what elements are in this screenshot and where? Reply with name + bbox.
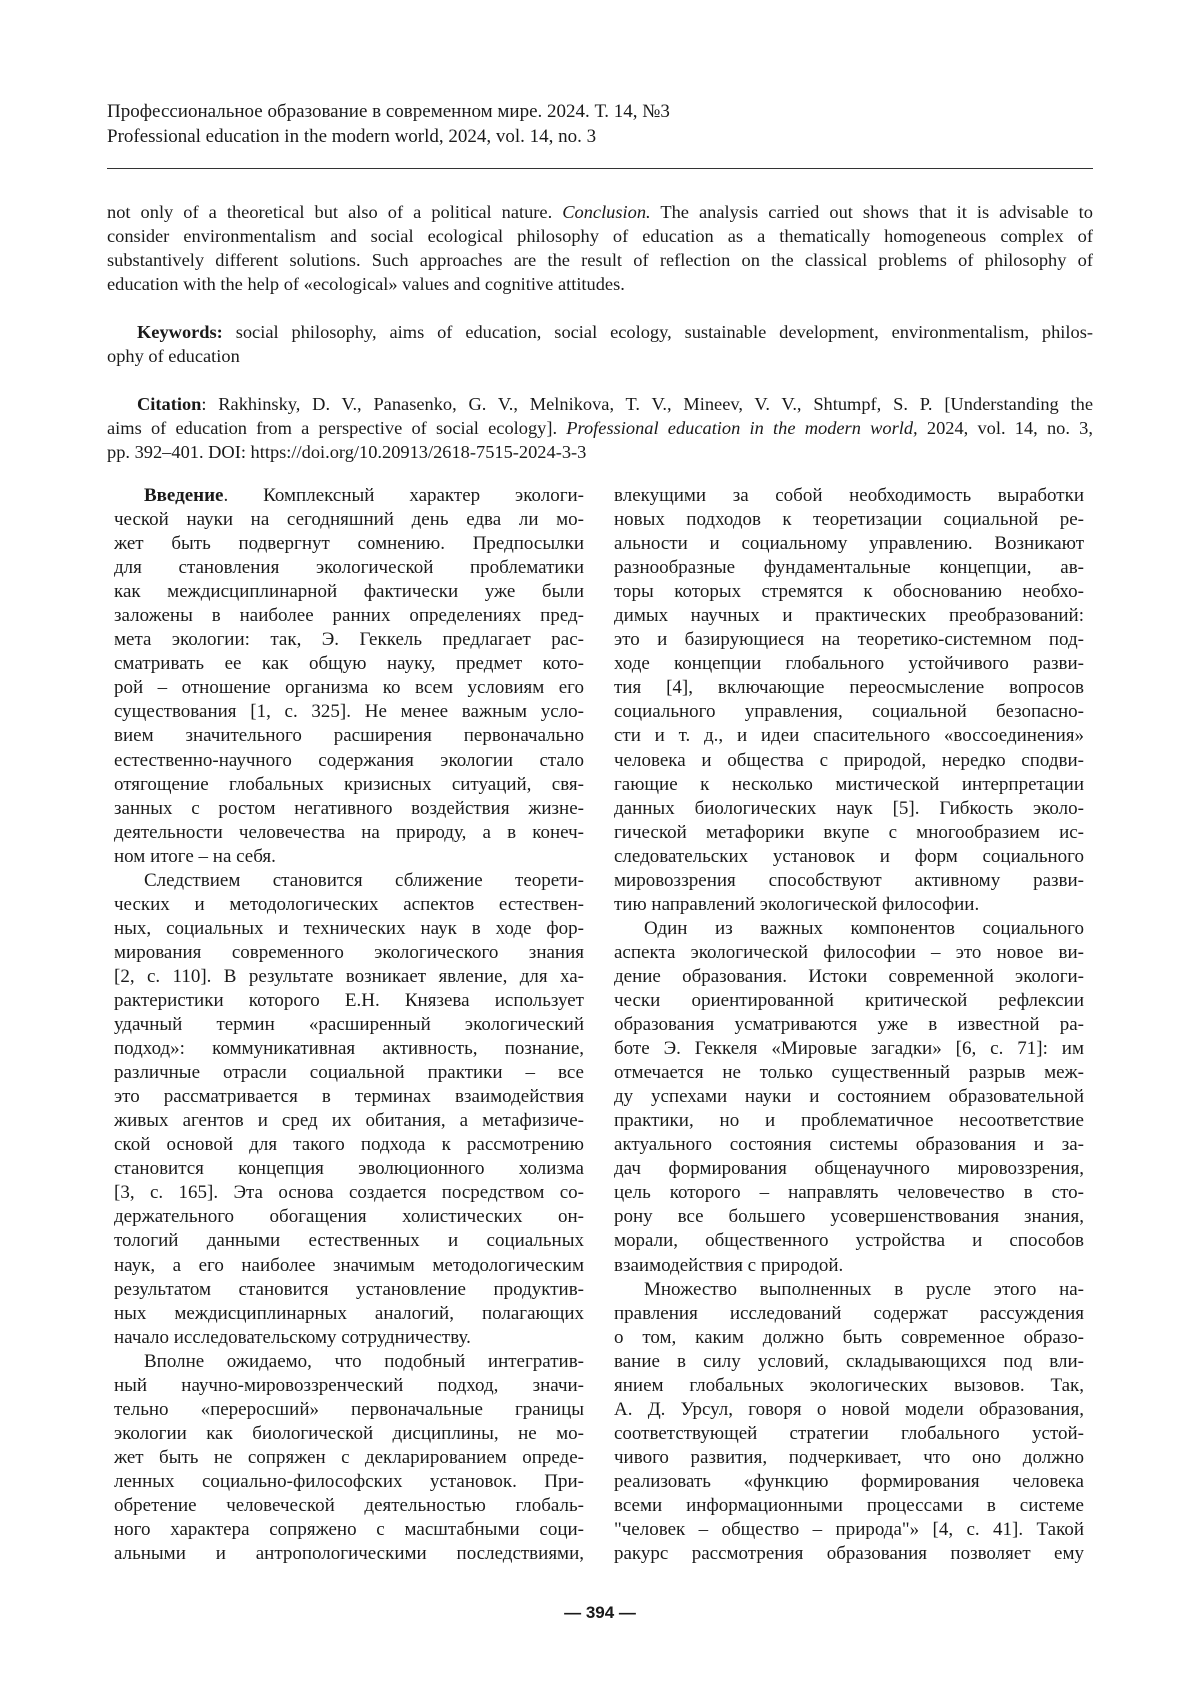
text-line: новых подходов к теоретизации социальной ре- <box>614 508 1084 532</box>
abstract-end <box>107 200 1093 296</box>
text-line: различные отрасли социальной практики – все <box>114 1061 584 1085</box>
paragraph <box>114 869 584 1350</box>
text-line: А. Д. Урсул, говоря о новой модели образования, <box>614 1398 1084 1422</box>
page-number: — 394 — <box>0 1603 1200 1623</box>
text-line: обретение человеческой деятельностью глобаль- <box>114 1494 584 1518</box>
text-line: рактеристики которого Е.Н. Князева использует <box>114 989 584 1013</box>
text-line: дение образования. Истоки современной экологи- <box>614 965 1084 989</box>
text-line: вием значительного расширения первоначально <box>114 724 584 748</box>
paragraph <box>114 484 584 869</box>
abstract-line <box>107 200 1093 224</box>
text-line: влекущими за собой необходимость выработки <box>614 484 1084 508</box>
text-line: янием глобальных экологических вызовов. Так, <box>614 1374 1084 1398</box>
text-line: тологий данными естественных и социальных <box>114 1229 584 1253</box>
text-line: ного характера сопряжено с масштабными соци- <box>114 1518 584 1542</box>
text-line: ду успехами науки и состоянием образовательной <box>614 1085 1084 1109</box>
conclusion-label: Conclusion. <box>562 202 650 222</box>
text: social philosophy, aims of education, social ecology, sustainable development, environmentalism, philos- <box>223 322 1093 342</box>
text-line: живых агентов и сред их обитания, а метафизиче- <box>114 1109 584 1133</box>
text-line: чески ориентированной критической рефлексии <box>614 989 1084 1013</box>
text-line: Вполне ожидаемо, что подобный интегратив- <box>114 1350 584 1374</box>
text-line: всеми информационными процессами в системе <box>614 1494 1084 1518</box>
text-line: удачный термин «расширенный экологический <box>114 1013 584 1037</box>
text-line: [3, с. 165]. Эта основа создается посредством со- <box>114 1181 584 1205</box>
text-line: жет быть подвергнут сомнению. Предпосылки <box>114 532 584 556</box>
abstract-line: substantively different solutions. Such approaches are the result of reflection on the classical problems of philosophy of <box>107 248 1093 272</box>
text-line: рону все большего усовершенствования знания, <box>614 1205 1084 1229</box>
text-line: боте Э. Геккеля «Мировые загадки» [6, с. 71]: им <box>614 1037 1084 1061</box>
text-line: соответствующей стратегии глобального устой- <box>614 1422 1084 1446</box>
text-line: естественно-научного содержания экологии стало <box>114 749 584 773</box>
text-line: ных, социальных и технических наук в ходе фор- <box>114 917 584 941</box>
text-line: человека и общества с природой, нередко сподви- <box>614 749 1084 773</box>
text-line: отягощение глобальных кризисных ситуаций, свя- <box>114 773 584 797</box>
text: . Комплексный характер экологи- <box>224 485 585 506</box>
citation-line <box>107 392 1093 416</box>
citation-doi[interactable]: pp. 392–401. DOI: https://doi.org/10.20913/2618-7515-2024-3-3 <box>107 440 1093 464</box>
text-line: взаимодействия с природой. <box>614 1254 1084 1278</box>
text-line: правления исследований содержат рассуждения <box>614 1302 1084 1326</box>
text-line: аспекта экологической философии – это новое ви- <box>614 941 1084 965</box>
text-line: сти и т. д., и идеи спасительного «воссоединения» <box>614 724 1084 748</box>
text-line: держательного обогащения холистических он- <box>114 1205 584 1229</box>
text-line: ской основой для такого подхода к рассмотрению <box>114 1133 584 1157</box>
text-line: морали, общественного устройства и способов <box>614 1229 1084 1253</box>
text-line: для становления экологической проблематики <box>114 556 584 580</box>
keywords <box>107 320 1093 368</box>
text-line: мета экологии: так, Э. Геккель предлагает рас- <box>114 628 584 652</box>
text-line: Один из важных компонентов социального <box>614 917 1084 941</box>
text-line: практики, но и проблематичное несоответствие <box>614 1109 1084 1133</box>
text-line: гической метафорики вкупе с многообразием ис- <box>614 821 1084 845</box>
text: The analysis carried out shows that it is advisable to <box>651 202 1093 222</box>
text-line: реализовать «функцию формирования человека <box>614 1470 1084 1494</box>
text-line: альности и социальному управлению. Возникают <box>614 532 1084 556</box>
text-line: следовательских установок и форм социального <box>614 845 1084 869</box>
text-line: тия [4], включающие переосмысление вопросов <box>614 676 1084 700</box>
text-line: разнообразные фундаментальные концепции, ав- <box>614 556 1084 580</box>
paragraph <box>114 1350 584 1566</box>
text-line: существования [1, с. 325]. Не менее важным усло- <box>114 700 584 724</box>
text-line: как междисциплинарной фактически уже были <box>114 580 584 604</box>
abstract-line: education with the help of «ecological» values and cognitive attitudes. <box>107 272 1093 296</box>
text-line: димых научных и практических преобразований: <box>614 604 1084 628</box>
text: aims of education from a perspective of social ecology]. <box>107 418 566 438</box>
keywords-line <box>107 320 1093 344</box>
text-line: ленных социально-философских установок. При- <box>114 1470 584 1494</box>
paragraph <box>614 484 1084 917</box>
text-line: ных междисциплинарных аналогий, полагающих <box>114 1302 584 1326</box>
text-line: гающие к несколько мистической интерпретации <box>614 773 1084 797</box>
journal-name: Professional education in the modern world, <box>566 418 917 438</box>
paragraph <box>614 917 1084 1278</box>
text-line: это и базирующиеся на теоретико-системном под- <box>614 628 1084 652</box>
text-line: наук, а его наиболее значимым методологическим <box>114 1254 584 1278</box>
text-line <box>114 484 584 508</box>
text-line: Следствием становится сближение теорети- <box>114 869 584 893</box>
citation <box>107 392 1093 464</box>
text-line: дач формирования общенаучного мировоззрения, <box>614 1157 1084 1181</box>
text-line: "человек – общество – природа"» [4, с. 41]. Такой <box>614 1518 1084 1542</box>
text-line: занных с ростом негативного воздействия жизне- <box>114 797 584 821</box>
text-line: цель которого – направлять человечество в сто- <box>614 1181 1084 1205</box>
right-column <box>614 484 1084 1566</box>
text-line: данных биологических наук [5]. Гибкость эколо- <box>614 797 1084 821</box>
text-line: начало исследовательскому сотрудничеству. <box>114 1326 584 1350</box>
text-line: мировоззрения способствуют активному разви- <box>614 869 1084 893</box>
text-line: тельно «переросший» первоначальные границы <box>114 1398 584 1422</box>
abstract-line: consider environmentalism and social ecological philosophy of education as a thematically homogeneous complex of <box>107 224 1093 248</box>
text-line: тию направлений экологической философии. <box>614 893 1084 917</box>
text: 2024, vol. 14, no. 3, <box>918 418 1093 438</box>
text-line: актуального состояния системы образования и за- <box>614 1133 1084 1157</box>
text-line: [2, с. 110]. В результате возникает явление, для ха- <box>114 965 584 989</box>
text-line: ческой науки на сегодняшний день едва ли мо- <box>114 508 584 532</box>
text-line: социального управления, социальной безопасно- <box>614 700 1084 724</box>
text-line: деятельности человечества на природу, а в конеч- <box>114 821 584 845</box>
text-line: Множество выполненных в русле этого на- <box>614 1278 1084 1302</box>
text-line: отмечается не только существенный разрыв меж- <box>614 1061 1084 1085</box>
text-line: ном итоге – на себя. <box>114 845 584 869</box>
text-line: экологии как биологической дисциплины, не мо- <box>114 1422 584 1446</box>
text-line: о том, каким должно быть современное образо- <box>614 1326 1084 1350</box>
header-divider <box>107 168 1093 169</box>
text-line: чивого развития, подчеркивает, что оно должно <box>614 1446 1084 1470</box>
text-line: становится концепция эволюционного холизма <box>114 1157 584 1181</box>
text-line: торы которых стремятся к обоснованию необхо- <box>614 580 1084 604</box>
text-line: сматривать ее как общую науку, предмет кото- <box>114 652 584 676</box>
text-line: это рассматривается в терминах взаимодействия <box>114 1085 584 1109</box>
text-line: результатом становится установление продуктив- <box>114 1278 584 1302</box>
text-line: жет быть не сопряжен с декларированием опреде- <box>114 1446 584 1470</box>
keywords-line: ophy of education <box>107 344 1093 368</box>
citation-label: Citation <box>137 394 201 414</box>
text-line: мирования современного экологического знания <box>114 941 584 965</box>
text-line: ходе концепции глобального устойчивого разви- <box>614 652 1084 676</box>
text: : Rakhinsky, D. V., Panasenko, G. V., Melnikova, T. V., Mineev, V. V., Shtumpf, S. P. [Understanding the <box>201 394 1093 414</box>
text-line: альными и антропологическими последствиями, <box>114 1542 584 1566</box>
running-header <box>107 99 670 149</box>
text-line: ный научно-мировоззренческий подход, значи- <box>114 1374 584 1398</box>
journal-title-en: Professional education in the modern world, 2024, vol. 14, no. 3 <box>107 124 670 149</box>
keywords-label: Keywords: <box>137 322 223 342</box>
text-line: вание в силу условий, складывающихся под вли- <box>614 1350 1084 1374</box>
journal-title-ru: Профессиональное образование в современном мире. 2024. Т. 14, №3 <box>107 99 670 124</box>
text-line: заложены в наиболее ранних определениях пред- <box>114 604 584 628</box>
text-line: ракурс рассмотрения образования позволяет ему <box>614 1542 1084 1566</box>
text-line: ческих и методологических аспектов естествен- <box>114 893 584 917</box>
citation-line <box>107 416 1093 440</box>
left-column <box>114 484 584 1566</box>
text-line: подход»: коммуникативная активность, познание, <box>114 1037 584 1061</box>
paragraph <box>614 1278 1084 1567</box>
section-heading: Введение <box>144 485 224 506</box>
text-line: образования усматриваются уже в известной ра- <box>614 1013 1084 1037</box>
text: not only of a theoretical but also of a political nature. <box>107 202 562 222</box>
text-line: рой – отношение организма ко всем условиям его <box>114 676 584 700</box>
